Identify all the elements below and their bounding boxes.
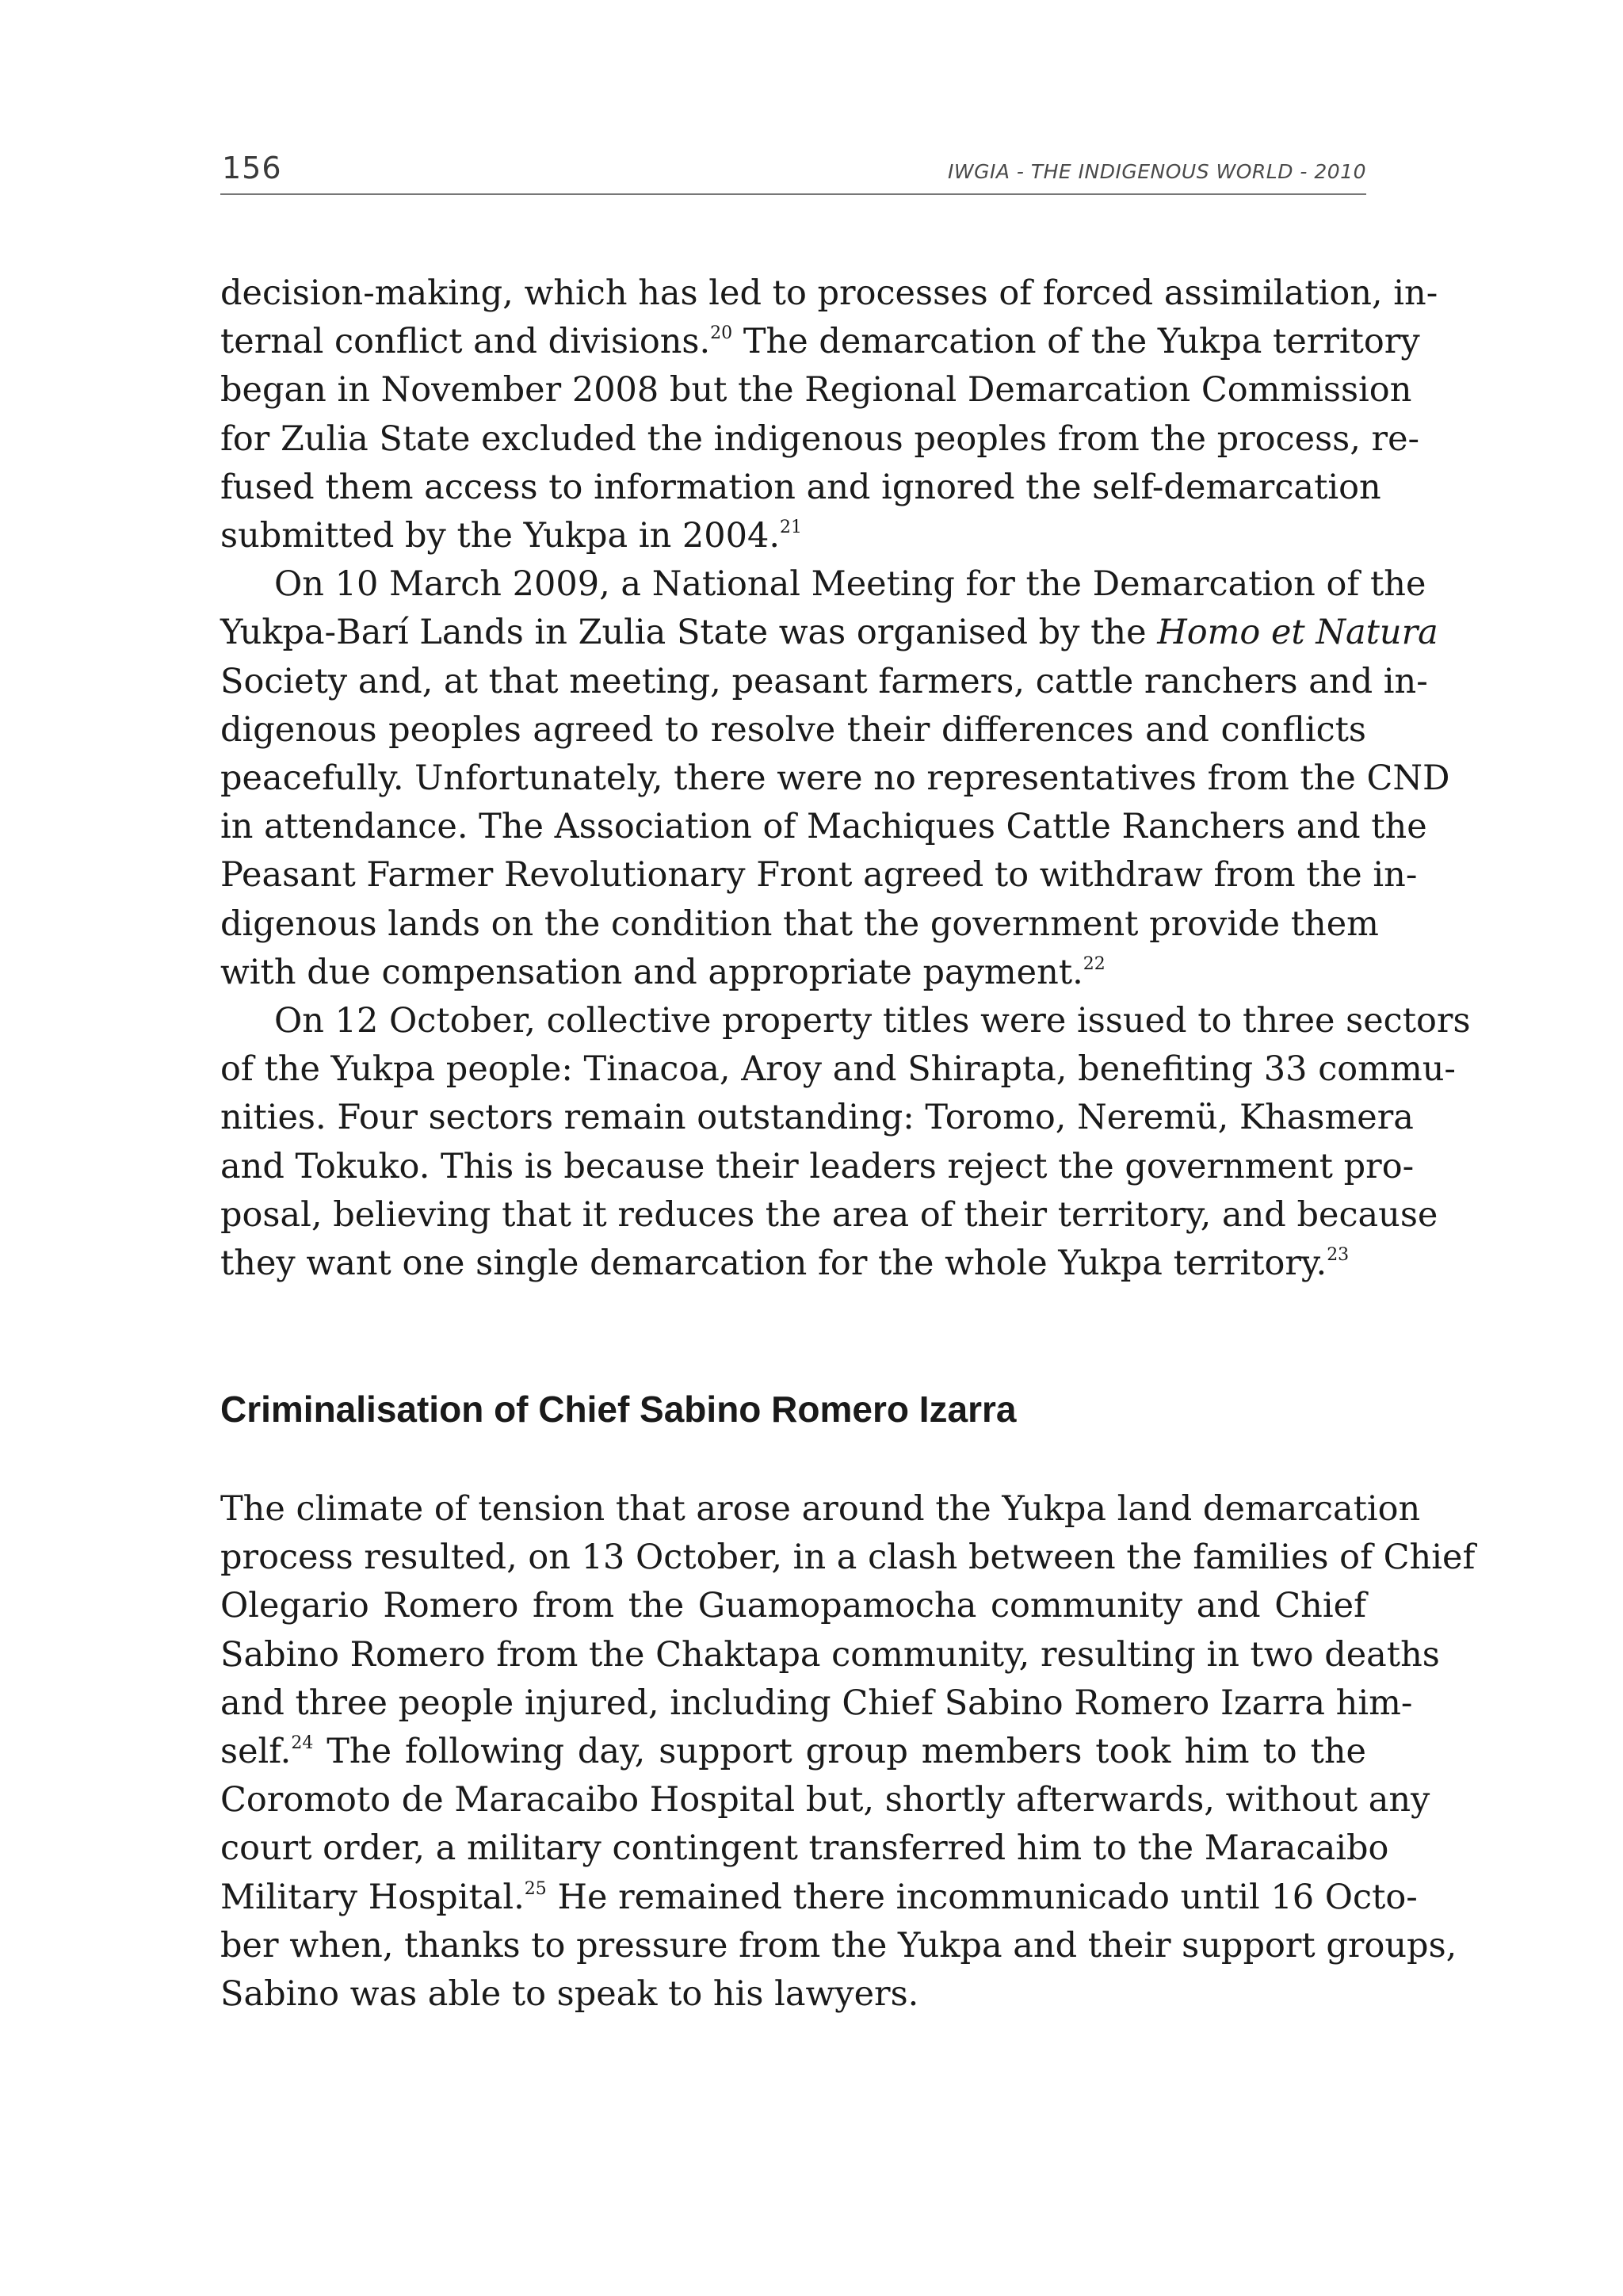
paragraph-forced-assimilation <box>220 269 1438 560</box>
section-heading: Criminalisation of Chief Sabino Romero Izarra <box>220 1389 1017 1430</box>
text-line: On 12 October, collective property titles were issued to three sectors <box>274 1001 1471 1041</box>
text-line: of the Yukpa people: Tinacoa, Aroy and Shirapta, benefiting 33 commu- <box>220 1049 1456 1090</box>
text-line: digenous peoples agreed to resolve their differences and conflicts <box>220 709 1366 750</box>
text-line: The climate of tension that arose around the Yukpa land demarcation <box>220 1489 1421 1529</box>
text-line: posal, believing that it reduces the area of their territory, and because <box>220 1194 1438 1235</box>
text-line: with due compensation and appropriate payment.$^{22}$ <box>220 952 1106 992</box>
text-line: peacefully. Unfortunately, there were no representatives from the CND <box>220 758 1450 799</box>
paragraph-national-meeting <box>220 560 1450 997</box>
text-line: Olegario Romero from the Guamopamocha community and Chief <box>220 1586 1366 1626</box>
page-number: 156 <box>222 151 282 185</box>
footnote-ref-24: 24 <box>291 1733 314 1754</box>
text-line: Sabino was able to speak to his lawyers. <box>220 1974 919 2015</box>
text-line: decision-making, which has led to processes of forced assimilation, in- <box>220 273 1438 313</box>
text-line: ber when, thanks to pressure from the Yukpa and their support groups, <box>220 1925 1457 1966</box>
text-line: ternal conflict and divisions.$^{20}$ The demarcation of the Yukpa territory <box>220 322 1420 362</box>
text-line: Society and, at that meeting, peasant farmers, cattle ranchers and in- <box>220 661 1428 701</box>
text-line: Peasant Farmer Revolutionary Front agreed to withdraw from the in- <box>220 855 1418 896</box>
paragraph-clash <box>220 1485 1476 2019</box>
text-line: fused them access to information and ignored the self-demarcation <box>220 467 1381 507</box>
text-line: Yukpa-Barí Lands in Zulia State was organised by the Homo et Natura <box>220 613 1438 653</box>
footnote-ref-23: 23 <box>1327 1245 1350 1266</box>
text-line: they want one single demarcation for the whole Yukpa territory.$^{23}$ <box>220 1244 1350 1284</box>
text-line: self.$^{24}$ The following day, support group members took him to the <box>220 1732 1366 1772</box>
section-demarcation-text <box>220 269 1471 1288</box>
footnote-ref-25: 25 <box>524 1878 547 1899</box>
text-line: submitted by the Yukpa in 2004.21 <box>220 516 803 556</box>
text-line: Military Hospital.$^{25}$ He remained there incommunicado until 16 Octo- <box>220 1877 1418 1917</box>
paragraph-property-titles <box>220 997 1471 1288</box>
text-line: and three people injured, including Chief Sabino Romero Izarra him- <box>220 1683 1413 1723</box>
footnote-ref-20: 20 <box>710 323 733 344</box>
text-line: Sabino Romero from the Chaktapa community, resulting in two deaths <box>220 1634 1440 1675</box>
text-line: process resulted, on 13 October, in a clash between the families of Chief <box>220 1538 1476 1578</box>
text-line: for Zulia State excluded the indigenous peoples from the process, re- <box>220 418 1420 459</box>
text-line: digenous lands on the condition that the government provide them <box>220 904 1379 944</box>
running-header <box>220 151 1366 195</box>
publication-title: IWGIA - THE INDIGENOUS WORLD - 2010 <box>947 160 1366 183</box>
text-line: nities. Four sectors remain outstanding: Toromo, Neremü, Khasmera <box>220 1098 1414 1138</box>
section-criminalisation-text <box>220 1485 1476 2019</box>
text-line: court order, a military contingent transferred him to the Maracaibo <box>220 1828 1389 1869</box>
text-line: and Tokuko. This is because their leaders reject the government pro- <box>220 1146 1415 1186</box>
text-line: On 10 March 2009, a National Meeting for the Demarcation of the <box>274 564 1426 605</box>
footnote-ref-22: 22 <box>1083 953 1106 974</box>
text-line: Coromoto de Maracaibo Hospital but, shortly afterwards, without any <box>220 1780 1430 1820</box>
text-line: began in November 2008 but the Regional Demarcation Commission <box>220 370 1412 411</box>
footnote-ref-21: 21 <box>780 518 803 538</box>
text-line: in attendance. The Association of Machiques Cattle Ranchers and the <box>220 807 1427 847</box>
italic-society-name: Homo et Natura <box>1157 613 1438 653</box>
